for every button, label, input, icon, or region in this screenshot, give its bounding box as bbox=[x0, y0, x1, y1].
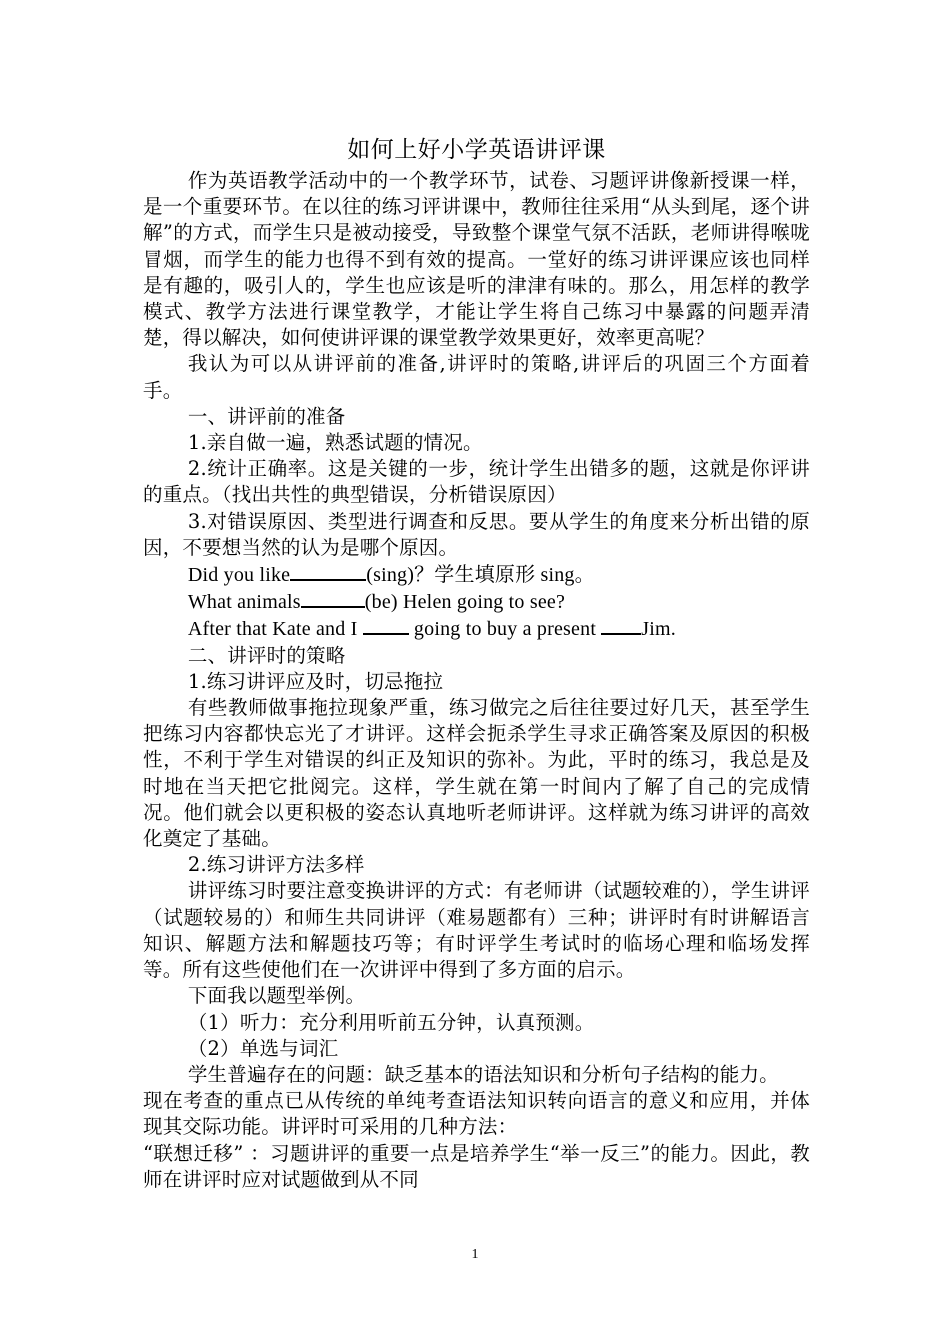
item-single-choice: （2）单选与词汇 bbox=[187, 1036, 339, 1060]
paragraph-timely: 有些教师做事拖拉现象严重，练习做完之后往往要过好几天，甚至学生把练习内容都快忘光了才讲评。这样会扼杀学生寻求正确答案及原因的积极性，不利于学生对错误的纠正及知识的弥补。为此，平时的练习，我总是及时地在当天把它批阅完。这样，学生就在第一时间内了解了自己的完成情况。他们就会以更积极的姿态认真地听老师讲评。这样就为练习讲评的高效化奠定了基础。 bbox=[143, 696, 810, 851]
paragraph-intro: 作为英语教学活动中的一个教学环节，试卷、习题评讲像新授课一样，是一个重要环节。在以往的练习评讲课中，教师往往采用“从头到尾，逐个讲解”的方式，而学生只是被动接受，导致整个课堂气氛不活跃，老师讲得喉咙冒烟，而学生的能力也得不到有效的提高。一堂好的练习讲评课应该也同样是有趣的，吸引人的，学生也应该是听的津津有味的。那么，用怎样的教学模式、教学方法进行课堂教学，才能让学生将自己练习中暴露的问题弄清楚，得以解决，如何使讲评课的课堂教学效果更好，效率更高呢？ bbox=[143, 169, 810, 350]
example-3-text-a: After that Kate and I bbox=[187, 618, 363, 641]
paragraph-methods: 讲评练习时要注意变换讲评的方式：有老师讲（试题较难的），学生讲评（试题较易的）和师生共同讲评（难易题都有）三种；讲评时有时讲解语言知识、解题方法和解题技巧等；有时评学生考试时的临场心理和临场发挥等。所有这些使他们在一次讲评中得到了多方面的启示。 bbox=[143, 879, 810, 982]
example-1-text-b: (sing)？学生填原形 sing。 bbox=[366, 564, 595, 587]
page-title: 如何上好小学英语讲评课 bbox=[347, 137, 606, 163]
paragraph-examples-intro: 下面我以题型举例。 bbox=[187, 984, 366, 1008]
example-sentence-3 bbox=[143, 615, 810, 642]
example-sentence-1 bbox=[143, 561, 810, 588]
document-page bbox=[143, 134, 810, 1193]
list-item-2: 2.统计正确率。这是关键的一步，统计学生出错多的题，这就是你评讲的重点。（找出共性的典型错误，分析错误原因） bbox=[143, 457, 810, 507]
example-2-text-a: What animals bbox=[187, 591, 301, 614]
section-heading-2: 二、讲评时的策略 bbox=[187, 643, 346, 667]
paragraph-approach: 我认为可以从讲评前的准备,讲评时的策略,讲评后的巩固三个方面着手。 bbox=[143, 352, 810, 402]
fill-blank bbox=[290, 561, 366, 581]
page-number: 1 bbox=[471, 1247, 479, 1262]
fill-blank bbox=[601, 615, 641, 635]
paragraph-problems: 学生普遍存在的问题：缺乏基本的语法知识和分析句子结构的能力。 bbox=[187, 1062, 779, 1086]
section-heading-1: 一、讲评前的准备 bbox=[187, 404, 346, 428]
list-item-1: 1.亲自做一遍，熟悉试题的情况。 bbox=[187, 431, 483, 455]
example-3-text-c: Jim. bbox=[641, 618, 676, 641]
example-sentence-2 bbox=[143, 588, 810, 615]
fill-blank bbox=[363, 615, 409, 635]
subheading-methods: 2.练习讲评方法多样 bbox=[187, 853, 365, 877]
example-1-text-a: Did you like bbox=[187, 564, 291, 587]
subheading-timely: 1.练习讲评应及时，切忌拖拉 bbox=[187, 669, 444, 693]
fill-blank bbox=[301, 588, 365, 608]
example-2-text-b: (be) Helen going to see? bbox=[364, 591, 566, 614]
item-listening: （1）听力：充分利用听前五分钟，认真预测。 bbox=[187, 1010, 595, 1034]
paragraph-focus: 现在考查的重点已从传统的单纯考查语法知识转向语言的意义和应用，并体现其交际功能。讲评时可采用的几种方法： bbox=[143, 1089, 810, 1139]
paragraph-association: “联想迁移” ：习题讲评的重要一点是培养学生“举一反三”的能力。因此，教师在讲评时应对试题做到从不同 bbox=[143, 1141, 810, 1191]
list-item-3: 3.对错误原因、类型进行调查和反思。要从学生的角度来分析出错的原因，不要想当然的认为是哪个原因。 bbox=[143, 509, 810, 559]
example-3-text-b: going to buy a present bbox=[408, 618, 602, 641]
